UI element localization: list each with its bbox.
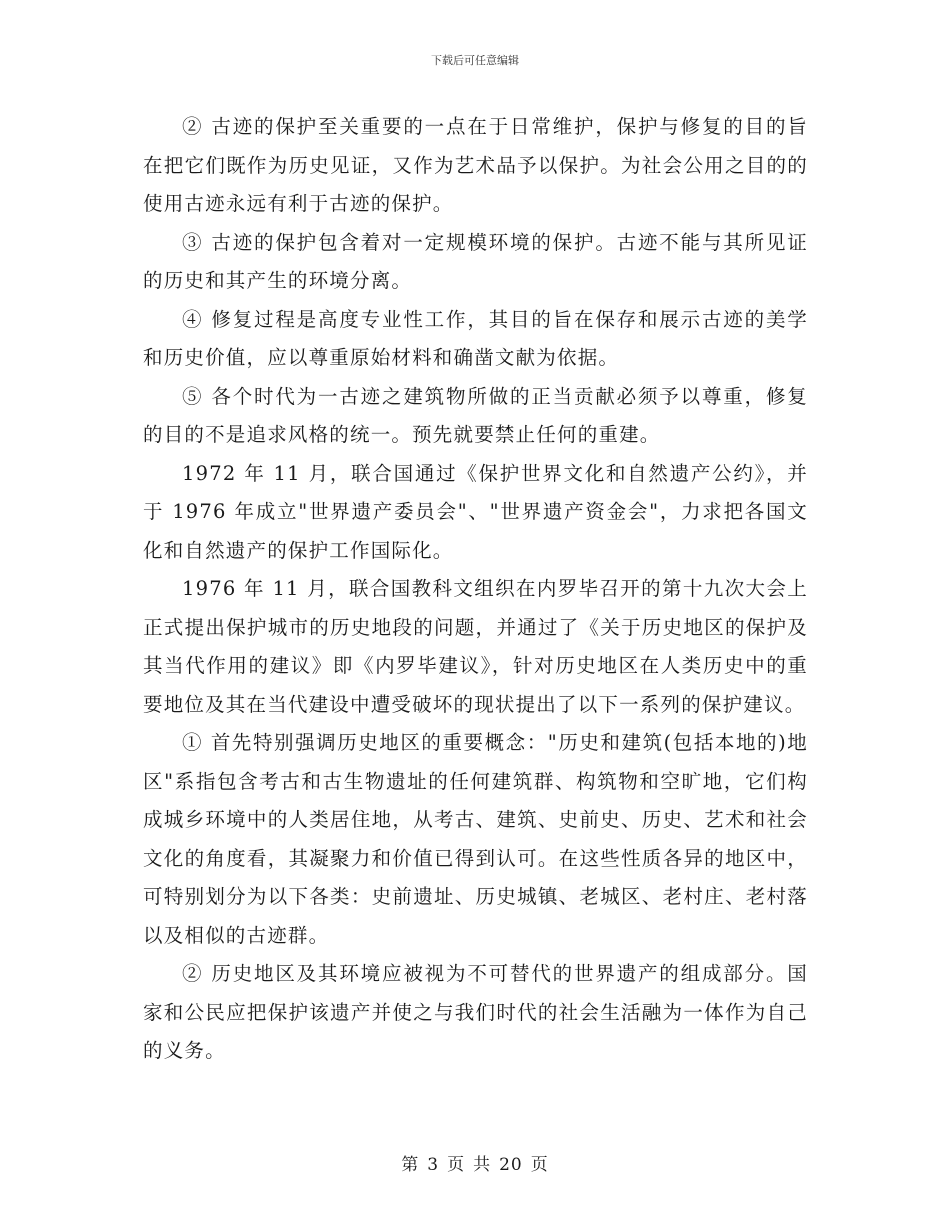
page-footer — [0, 1150, 950, 1175]
paragraph: 1976 年 11 月，联合国教科文组织在内罗毕召开的第十九次大会上正式提出保护城市的历史地段的问题，并通过了《关于历史地区的保护及其当代作用的建议》即《内罗毕建议》，针对历史地区在人类历史中的重要地位及其在当代建设中遭受破坏的现状提出了以下一系列的保护建议。 — [143, 577, 808, 716]
page-label: 页 — [447, 1155, 466, 1175]
paragraph: ④ 修复过程是高度专业性工作，其目的旨在保存和展示古迹的美学和历史价值，应以尊重原始材料和确凿文献为依据。 — [143, 307, 808, 369]
document-body — [143, 108, 808, 1071]
page-header: 下载后可任意编辑 — [431, 54, 519, 67]
total-label: 共 — [473, 1155, 492, 1175]
paragraph: ① 首先特别强调历史地区的重要概念："历史和建筑(包括本地的)地区"系指包含考古和古生物遗址的任何建筑群、构筑物和空旷地，它们构成城乡环境中的人类居住地，从考古、建筑、史前史、历史、艺术和社会文化的角度看，其凝聚力和价值已得到认可。在这些性质各异的地区中，可特别划分为以下各类：史前遗址、历史城镇、老城区、老村庄、老村落以及相似的古迹群。 — [143, 731, 808, 947]
paragraph: ② 历史地区及其环境应被视为不可替代的世界遗产的组成部分。国家和公民应把保护该遗产并使之与我们时代的社会生活融为一体作为自己的义务。 — [143, 962, 808, 1062]
current-page-number: 3 — [427, 1155, 440, 1175]
paragraph: ② 古迹的保护至关重要的一点在于日常维护，保护与修复的目的旨在把它们既作为历史见证，又作为艺术品予以保护。为社会公用之目的的使用古迹永远有利于古迹的保护。 — [143, 115, 808, 215]
paragraph: ⑤ 各个时代为一古迹之建筑物所做的正当贡献必须予以尊重，修复的目的不是追求风格的统一。预先就要禁止任何的重建。 — [143, 384, 808, 446]
paragraph: 1972 年 11 月，联合国通过《保护世界文化和自然遗产公约》，并于 1976 年成立"世界遗产委员会"、"世界遗产资金会"，力求把各国文化和自然遗产的保护工作国际化。 — [143, 461, 808, 562]
total-pages-number: 20 — [499, 1155, 523, 1175]
page-label: 页 — [530, 1155, 549, 1175]
page-label: 第 — [401, 1155, 420, 1175]
paragraph: ③ 古迹的保护包含着对一定规模环境的保护。古迹不能与其所见证的历史和其产生的环境分离。 — [143, 230, 808, 292]
